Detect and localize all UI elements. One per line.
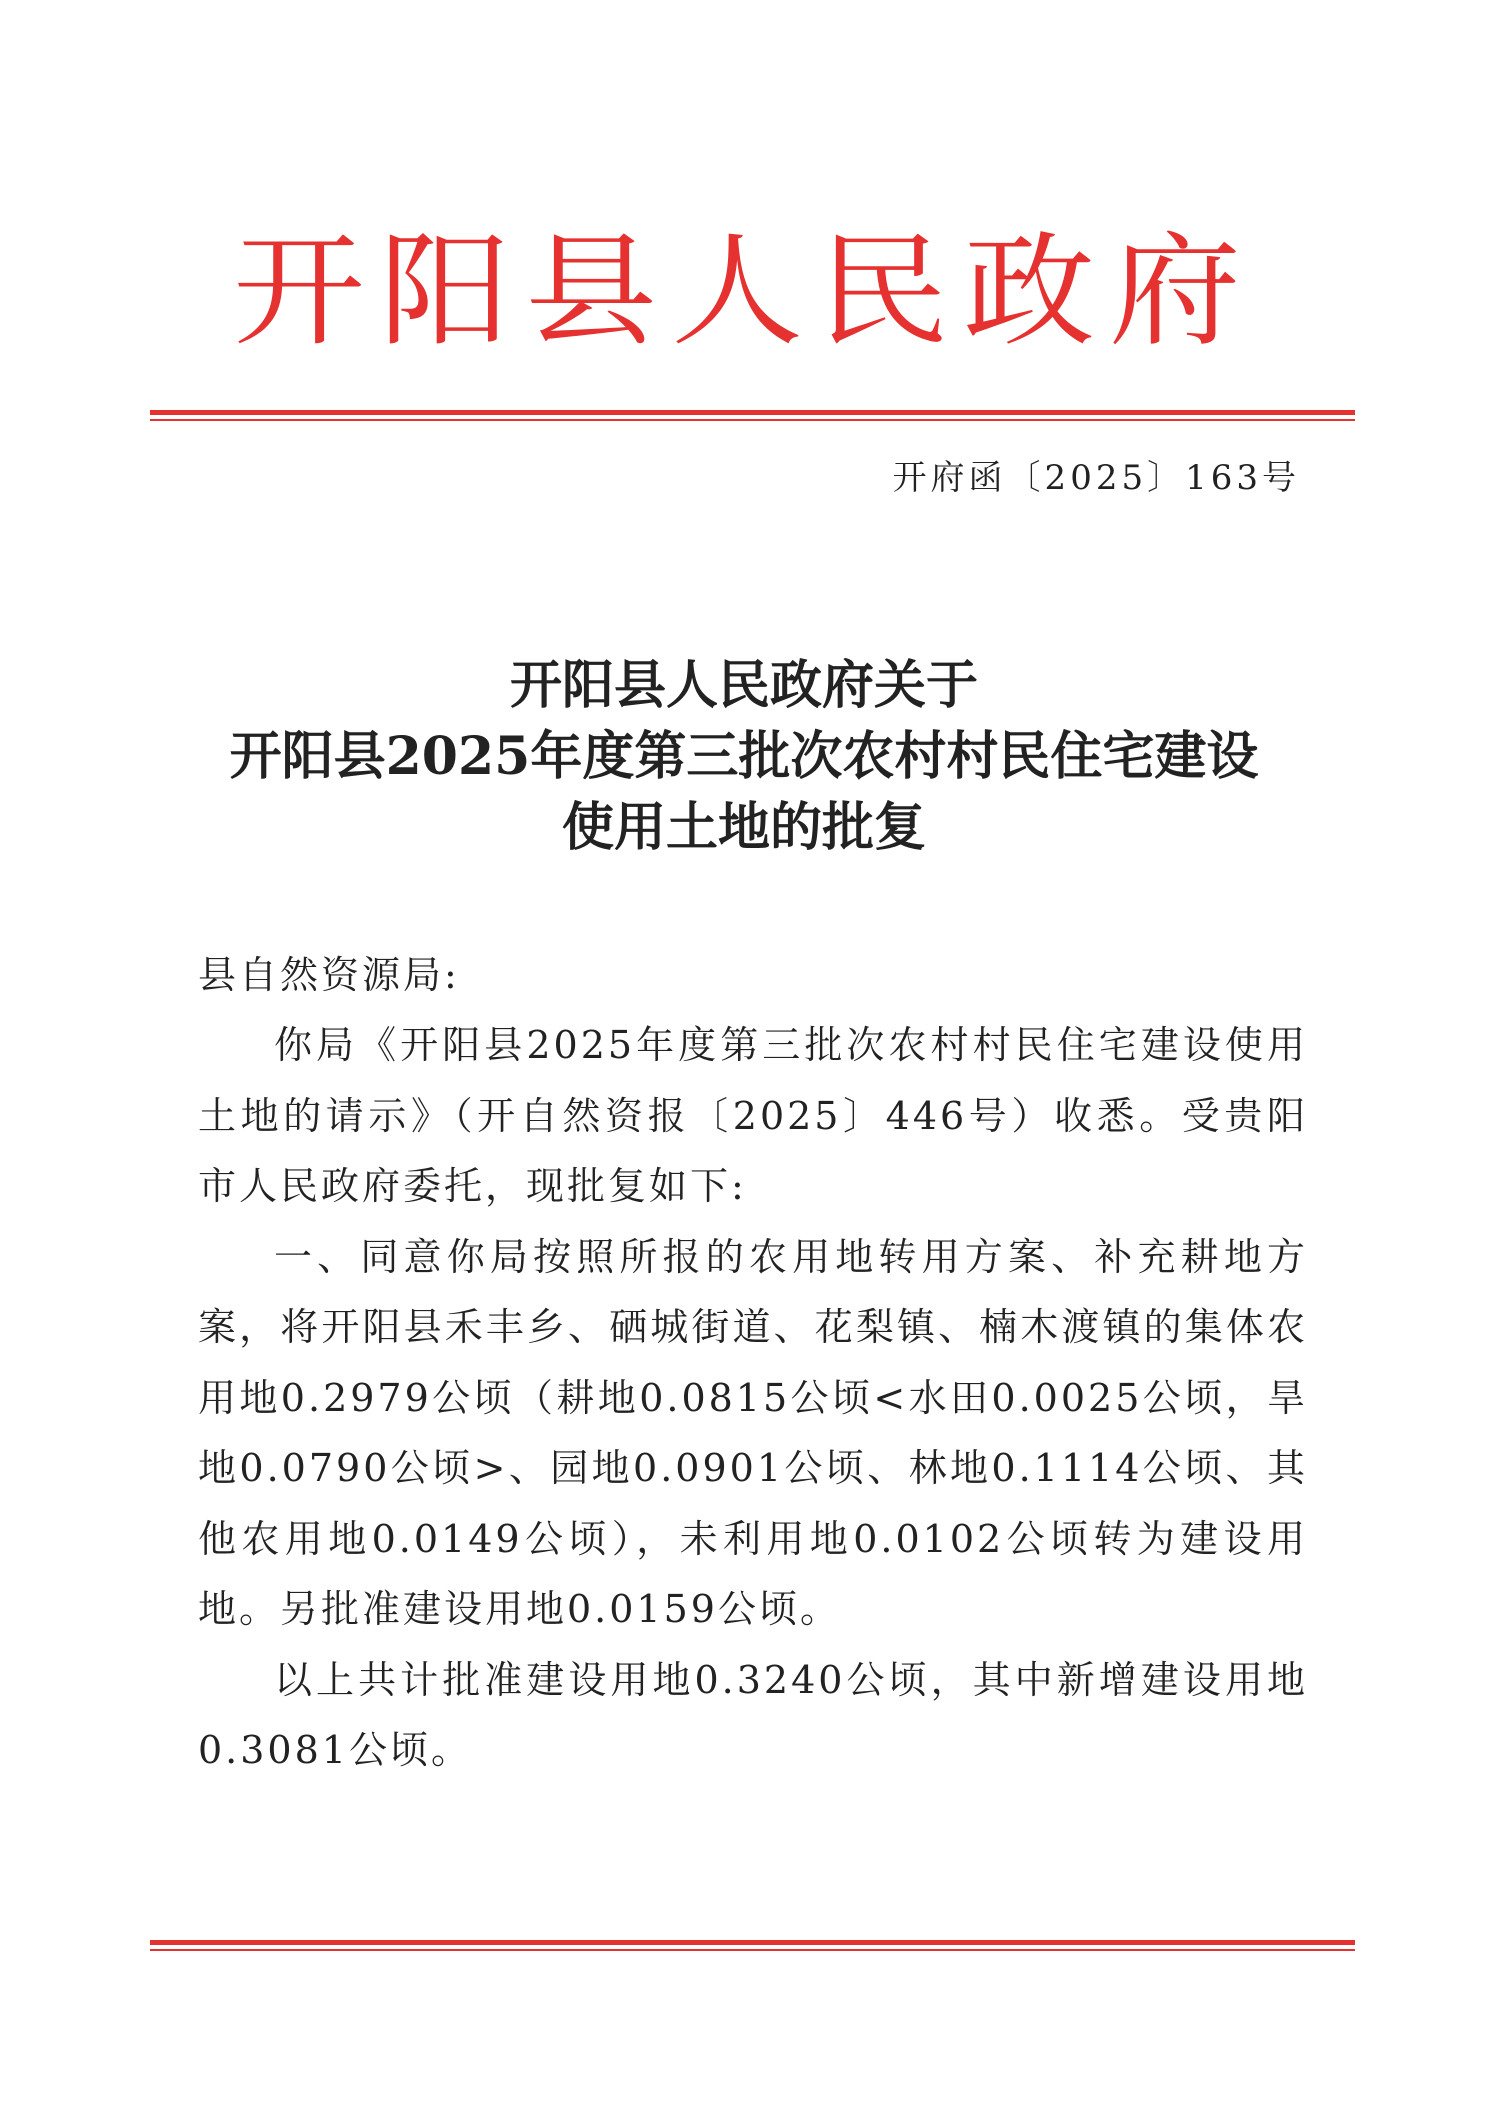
- red-rule-thin-line: [150, 419, 1355, 421]
- body-paragraph-approval: 一、同意你局按照所报的农用地转用方案、补充耕地方案，将开阳县禾丰乡、硒城街道、花梨镇、楠木渡镇的集体农用地0.2979公顷（耕地0.0815公顷<水田0.0025公顷，旱地0.0790公顷>、园地0.0901公顷、林地0.1114公顷、其他农用地0.0149公顷），未利用地0.0102公顷转为建设用地。另批准建设用地0.0159公顷。: [198, 1234, 1308, 1631]
- footer-rule-thick-line: [150, 1940, 1355, 1945]
- title-line-2: 开阳县2025年度第三批次农村村民住宅建设: [229, 726, 1259, 787]
- document-number: 开府函〔2025〕163号: [892, 458, 1300, 498]
- masthead-agency-name: 开阳县人民政府: [233, 220, 1255, 364]
- document-title: [150, 650, 1338, 863]
- body-paragraph-intro: 你局《开阳县2025年度第三批次农村村民住宅建设使用土地的请示》（开自然资报〔2025〕446号）收悉。受贵阳市人民政府委托，现批复如下:: [198, 1023, 1308, 1208]
- red-rule-thick-line: [150, 410, 1355, 415]
- addressee: 县自然资源局:: [198, 953, 460, 997]
- title-line-3: 使用土地的批复: [561, 797, 926, 858]
- body-paragraph-total: 以上共计批准建设用地0.3240公顷，其中新增建设用地0.3081公顷。: [198, 1657, 1308, 1772]
- document-body: [198, 940, 1308, 1786]
- footer-rule-thin-line: [150, 1949, 1355, 1951]
- title-line-1: 开阳县人民政府关于: [509, 655, 978, 716]
